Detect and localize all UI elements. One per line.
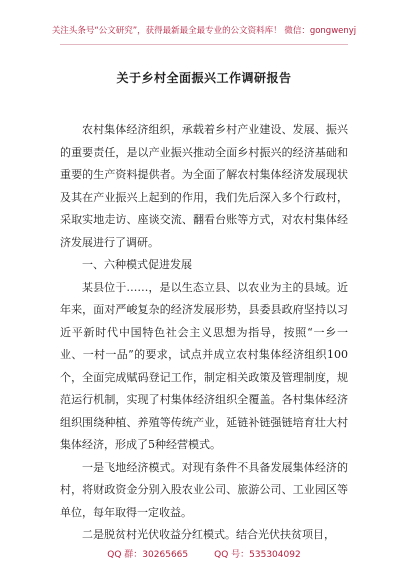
paragraph-county: 某县位于……，是以生态立县、以农业为主的县域。近年来，面对严峻复杂的经济发展形势，县委县政府坚持以习近平新时代中国特色社会主义思想为指导，按照“一乡一业、一村一品”的要求，试点并成立农村集体经济组织100个，全面完成赋码登记工作，制定相关政策及管理制度，规范运行机制，实现了村集体经济组织全覆盖。各村集体经济组织围绕种植、养殖等传统产业，延链补链强链培育壮大村集体经济，形成了5种经营模式。 — [60, 280, 348, 451]
footer-contact — [0, 547, 408, 560]
document-title: 关于乡村全面振兴工作调研报告 — [116, 71, 292, 85]
header-divider — [60, 44, 348, 45]
footer-qq-number: QQ 号：535304092 — [214, 550, 301, 560]
paragraph-intro: 农村集体经济组织，承载着乡村产业建设、发展、振兴的重要责任，是以产业振兴推动全面乡村振兴的经济基础和重要的生产资料提供者。为全面了解农村集体经济发展现状及其在产业振兴上起到的作用，我们先后深入多个行政村，采取实地走访、座谈交流、翻看台账等方式，对农村集体经济发展进行了调研。 — [60, 123, 348, 249]
paragraph-model-one: 一是飞地经济模式。对现有条件不具备发展集体经济的村，将财政资金分别入股农业公司、旅游公司、工业园区等单位，每年取得一定收益。 — [60, 460, 348, 519]
section-heading: 一、六种模式促进发展 — [82, 258, 192, 271]
paragraph-model-two: 二是脱贫村光伏收益分红模式。结合光伏扶贫项目， — [82, 528, 335, 541]
footer-qq-group: QQ 群：30265665 — [107, 550, 189, 560]
document-body — [60, 119, 348, 547]
header-banner: 关注头条号“公文研究”，获得最新最全最专业的公文资料库！ 微信：gongwenyj — [51, 26, 357, 36]
